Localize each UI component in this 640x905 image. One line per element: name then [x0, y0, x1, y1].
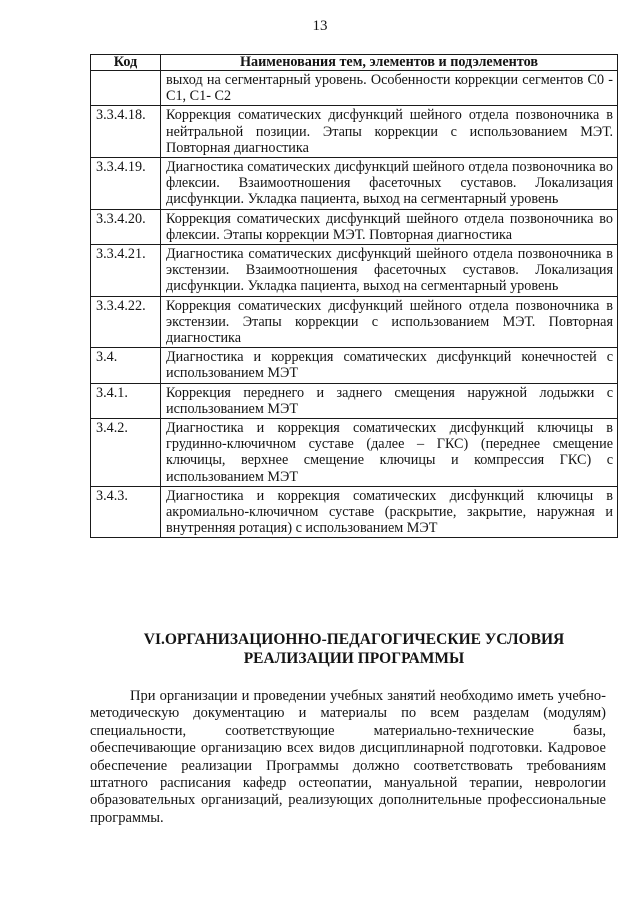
- table-row: [91, 106, 618, 158]
- section-title: [90, 630, 618, 668]
- table-row: [91, 296, 618, 348]
- row-text: Диагностика и коррекция соматических дисфункций ключицы в акромиально-ключичном суставе (раскрытие, закрытие, наружная и внутренняя ротация) с использованием МЭТ: [161, 486, 618, 538]
- table-row: [91, 486, 618, 538]
- row-code: 3.4.1.: [91, 383, 161, 418]
- row-code: 3.3.4.20.: [91, 209, 161, 244]
- row-code: 3.4.2.: [91, 419, 161, 487]
- row-code: 3.3.4.18.: [91, 106, 161, 158]
- row-code: 3.3.4.22.: [91, 296, 161, 348]
- row-text: Коррекция переднего и заднего смещения наружной лодыжки с использованием МЭТ: [161, 383, 618, 418]
- row-code: 3.4.3.: [91, 486, 161, 538]
- table-row: [91, 419, 618, 487]
- topics-table: [90, 54, 618, 538]
- row-text: Коррекция соматических дисфункций шейного отдела позвоночника во флексии. Этапы коррекции МЭТ. Повторная диагностика: [161, 209, 618, 244]
- table-row: [91, 158, 618, 210]
- table-row: [91, 209, 618, 244]
- row-text: Диагностика соматических дисфункций шейного отдела позвоночника в экстензии. Взаимоотношения фасеточных суставов. Локализация дисфункции. Укладка пациента, выход на сегментарный уровень: [161, 245, 618, 297]
- row-text: выход на сегментарный уровень. Особенности коррекции сегментов С0 - С1, С1- С2: [161, 71, 618, 106]
- row-code: 3.3.4.19.: [91, 158, 161, 210]
- row-text: Коррекция соматических дисфункций шейного отдела позвоночника в нейтральной позиции. Этапы коррекции с использованием МЭТ. Повторная диагностика: [161, 106, 618, 158]
- row-text: Коррекция соматических дисфункций шейного отдела позвоночника в экстензии. Этапы коррекции с использованием МЭТ. Повторная диагностика: [161, 296, 618, 348]
- section-title-line-1: VI.ОРГАНИЗАЦИОННО-ПЕДАГОГИЧЕСКИЕ УСЛОВИЯ: [143, 631, 565, 648]
- section-paragraph: При организации и проведении учебных занятий необходимо иметь учебно-методическую документацию и материалы по всем разделам (модулям) специальности, соответствующие материально-технические базы, обеспечивающие организацию всех видов дисциплинарной подготовки. Кадровое обеспечение реализации Программы должно соответствовать требованиям штатного расписания кафедр остеопатии, мануальной терапии, неврологии образовательных организаций, реализующих дополнительные профессиональные программы.: [90, 688, 606, 826]
- row-text: Диагностика и коррекция соматических дисфункций ключицы в грудинно-ключичном суставе (далее – ГКС) (переднее смещение ключицы, верхнее смещение ключицы и компрессия ГКС) с использованием МЭТ: [161, 419, 618, 487]
- page-number: 13: [312, 18, 328, 34]
- header-code: Код: [91, 55, 161, 71]
- header-name: Наименования тем, элементов и подэлементов: [161, 55, 618, 71]
- table-row: [91, 71, 618, 106]
- section-title-line-2: РЕАЛИЗАЦИИ ПРОГРАММЫ: [243, 650, 465, 667]
- table-row: [91, 245, 618, 297]
- row-code: 3.3.4.21.: [91, 245, 161, 297]
- table-header-row: [91, 55, 618, 71]
- row-code: [91, 71, 161, 106]
- row-text: Диагностика соматических дисфункций шейного отдела позвоночника во флексии. Взаимоотношения фасеточных суставов. Локализация дисфункции. Укладка пациента, выход на сегментарный уровень: [161, 158, 618, 210]
- row-code: 3.4.: [91, 348, 161, 383]
- row-text: Диагностика и коррекция соматических дисфункций конечностей с использованием МЭТ: [161, 348, 618, 383]
- table-row: [91, 383, 618, 418]
- table-row: [91, 348, 618, 383]
